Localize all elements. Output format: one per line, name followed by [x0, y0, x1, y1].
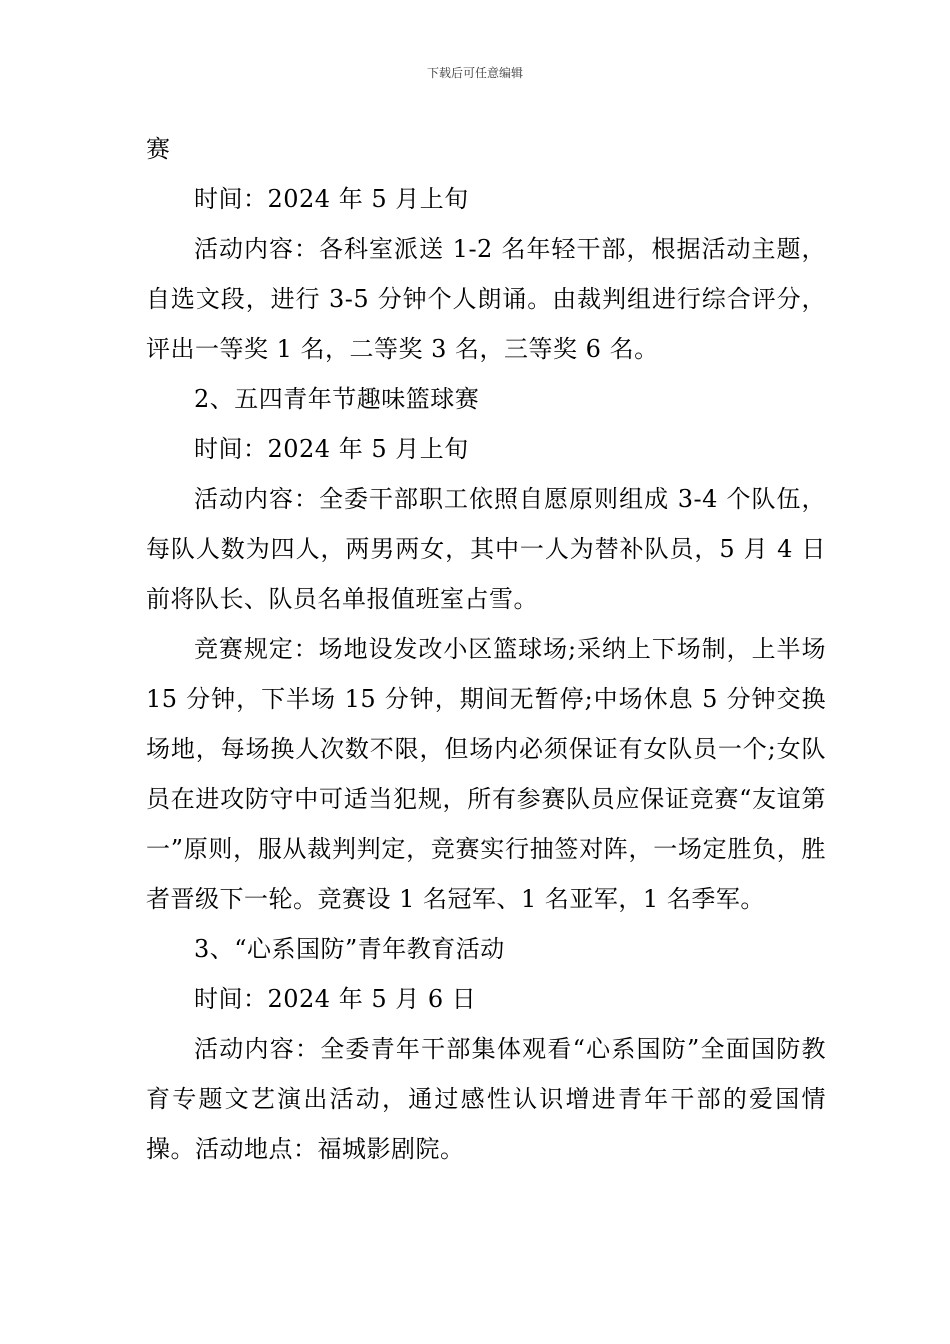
paragraph-activity-content: 活动内容：全委干部职工依照自愿原则组成 3-4 个队伍，每队人数为四人，两男两女，其中一人为替补队员，5 月 4 日前将队长、队员名单报值班室占雪。 [146, 485, 826, 613]
paragraph-continuation: 赛 [146, 135, 171, 163]
paragraph-time: 时间：2024 年 5 月上旬 [194, 185, 469, 213]
paragraph-activity-content: 活动内容：各科室派送 1-2 名年轻干部，根据活动主题，自选文段，进行 3-5 分钟个人朗诵。由裁判组进行综合评分，评出一等奖 1 名，二等奖 3 名，三等奖 6 名。 [146, 235, 826, 363]
section-heading: 2、五四青年节趣味篮球赛 [194, 385, 480, 413]
paragraph-time: 时间：2024 年 5 月上旬 [194, 435, 469, 463]
page-header: 下载后可任意编辑 [426, 66, 523, 80]
paragraph-competition-rules: 竞赛规定：场地设发改小区篮球场;采纳上下场制，上半场 15 分钟，下半场 15 分钟，期间无暂停;中场休息 5 分钟交换场地，每场换人次数不限，但场内必须保证有女队员一个;女队员在进攻防守中可适当犯规，所有参赛队员应保证竞赛“友谊第一”原则，服从裁判判定，竞赛实行抽签对阵，一场定胜负，胜者晋级下一轮。竞赛设 1 名冠军、1 名亚军，1 名季军。 [146, 635, 826, 913]
document-body [146, 124, 826, 1174]
paragraph-time: 时间：2024 年 5 月 6 日 [194, 985, 477, 1013]
section-heading: 3、“心系国防”青年教育活动 [194, 935, 505, 963]
paragraph-activity-content: 活动内容：全委青年干部集体观看“心系国防”全面国防教育专题文艺演出活动，通过感性认识增进青年干部的爱国情操。活动地点：福城影剧院。 [146, 1035, 826, 1163]
